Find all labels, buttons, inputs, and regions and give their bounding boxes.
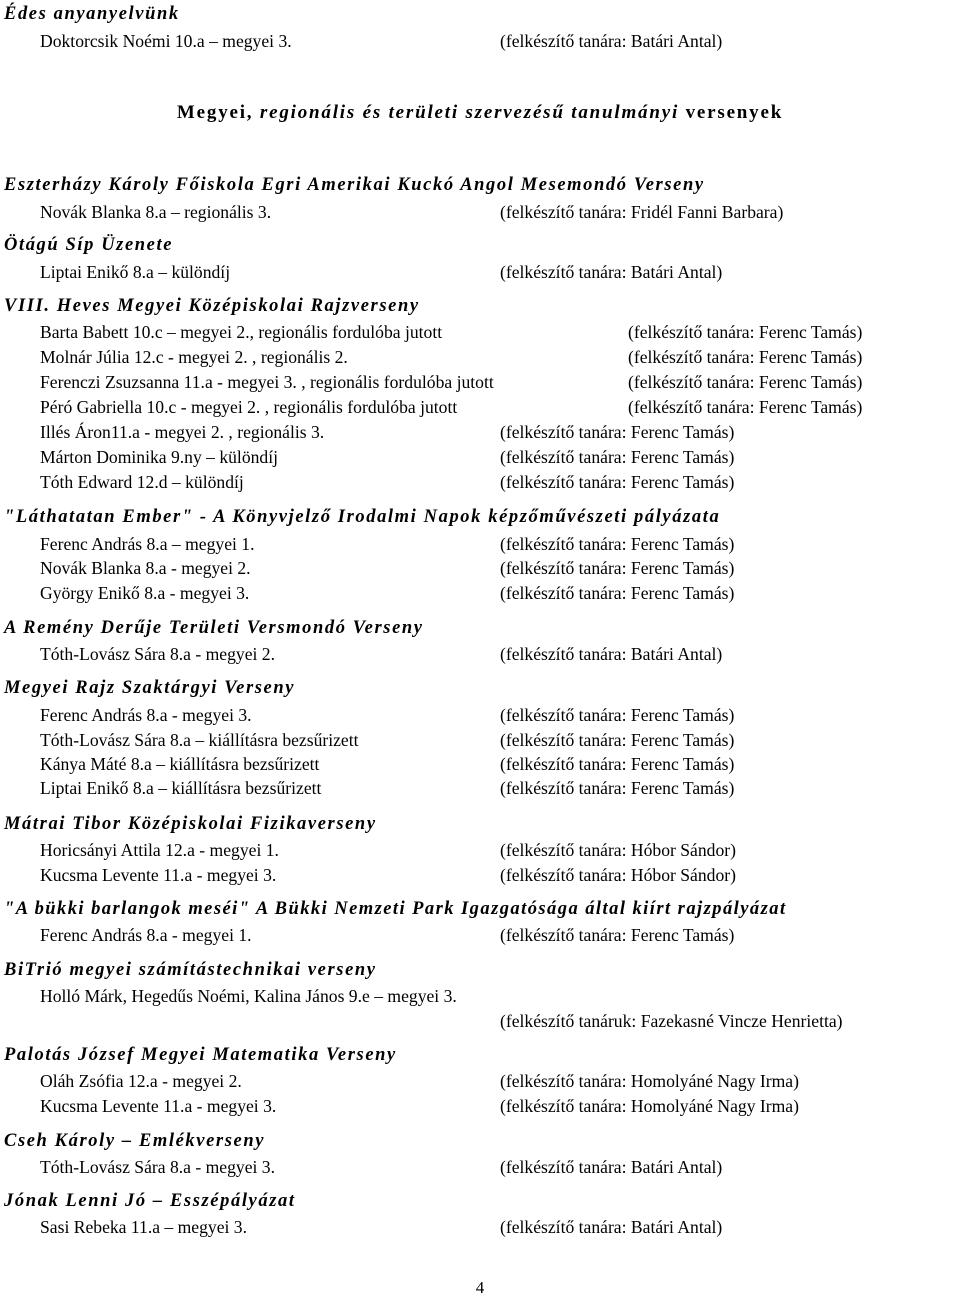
teacher-entry: (felkészítő tanára: Homolyáné Nagy Irma): [500, 1096, 799, 1116]
teacher-entry: (felkészítő tanára: Ferenc Tamás): [500, 534, 735, 554]
title-part-3: versenyek: [685, 102, 784, 123]
student-entry: Illés Áron11.a - megyei 2. , regionális 3.: [40, 422, 325, 442]
teacher-entry: (felkészítő tanára: Ferenc Tamás): [500, 422, 735, 442]
section-heading: Jónak Lenni Jó – Esszépályázat: [4, 1191, 296, 1211]
teacher-entry: (felkészítő tanáruk: Fazekasné Vincze Henrietta): [500, 1011, 843, 1031]
student-entry: Liptai Enikő 8.a – különdíj: [40, 262, 231, 282]
teacher-entry: (felkészítő tanára: Batári Antal): [500, 1217, 723, 1237]
student-entry: Tóth Edward 12.d – különdíj: [40, 472, 244, 492]
teacher-entry: (felkészítő tanára: Batári Antal): [500, 1157, 723, 1177]
teacher-entry: (felkészítő tanára: Ferenc Tamás): [500, 558, 735, 578]
student-entry: Tóth-Lovász Sára 8.a - megyei 2.: [40, 644, 275, 664]
title-part-2: regionális és területi szervezésű tanulmányi: [259, 102, 680, 123]
student-entry: Péró Gabriella 10.c - megyei 2. , regionális fordulóba jutott: [40, 397, 458, 417]
section-heading: BiTrió megyei számítástechnikai verseny: [4, 960, 377, 980]
teacher-entry: (felkészítő tanára: Hóbor Sándor): [500, 840, 736, 860]
section-heading: Mátrai Tibor Középiskolai Fizikaverseny: [4, 814, 377, 834]
student-entry: Ferenc András 8.a - megyei 1.: [40, 925, 252, 945]
page-number: 4: [475, 1278, 485, 1297]
teacher-entry: (felkészítő tanára: Batári Antal): [500, 31, 723, 51]
section-heading: "A bükki barlangok meséi" A Bükki Nemzeti Park Igazgatósága által kiírt rajzpályázat: [4, 899, 787, 919]
student-entry: Novák Blanka 8.a – regionális 3.: [40, 202, 272, 222]
teacher-entry: (felkészítő tanára: Ferenc Tamás): [500, 447, 735, 467]
teacher-entry: (felkészítő tanára: Ferenc Tamás): [500, 705, 735, 725]
student-entry: Márton Dominika 9.ny – különdíj: [40, 447, 278, 467]
student-entry: Novák Blanka 8.a - megyei 2.: [40, 558, 251, 578]
teacher-entry: (felkészítő tanára: Homolyáné Nagy Irma): [500, 1071, 799, 1091]
student-entry: Sasi Rebeka 11.a – megyei 3.: [40, 1217, 248, 1237]
teacher-entry: (felkészítő tanára: Ferenc Tamás): [628, 347, 863, 367]
student-entry: Doktorcsik Noémi 10.a – megyei 3.: [40, 31, 292, 51]
section-heading: Ötágú Síp Üzenete: [4, 235, 174, 255]
teacher-entry: (felkészítő tanára: Ferenc Tamás): [500, 778, 735, 798]
teacher-entry: (felkészítő tanára: Fridél Fanni Barbara): [500, 202, 784, 222]
page-title: [0, 102, 960, 124]
teacher-entry: (felkészítő tanára: Hóbor Sándor): [500, 865, 736, 885]
section-heading: Palotás József Megyei Matematika Verseny: [4, 1045, 397, 1065]
teacher-entry: (felkészítő tanára: Ferenc Tamás): [500, 472, 735, 492]
student-entry: Barta Babett 10.c – megyei 2., regionális fordulóba jutott: [40, 322, 443, 342]
student-entry: Ferenc András 8.a – megyei 1.: [40, 534, 255, 554]
teacher-entry: (felkészítő tanára: Ferenc Tamás): [500, 925, 735, 945]
section-heading: A Remény Derűje Területi Versmondó Verseny: [4, 618, 424, 638]
student-entry: Liptai Enikő 8.a – kiállításra bezsűrizett: [40, 778, 322, 798]
student-entry: Kucsma Levente 11.a - megyei 3.: [40, 1096, 277, 1116]
teacher-entry: (felkészítő tanára: Ferenc Tamás): [500, 730, 735, 750]
teacher-entry: (felkészítő tanára: Ferenc Tamás): [628, 372, 863, 392]
teacher-entry: (felkészítő tanára: Ferenc Tamás): [628, 322, 863, 342]
section-heading: Eszterházy Károly Főiskola Egri Amerikai Kuckó Angol Mesemondó Verseny: [4, 175, 705, 195]
student-entry: Oláh Zsófia 12.a - megyei 2.: [40, 1071, 242, 1091]
title-part-1: Megyei,: [176, 102, 254, 123]
teacher-entry: (felkészítő tanára: Ferenc Tamás): [500, 583, 735, 603]
teacher-entry: (felkészítő tanára: Ferenc Tamás): [500, 754, 735, 774]
section-heading: Cseh Károly – Emlékverseny: [4, 1131, 266, 1151]
student-entry: Kucsma Levente 11.a - megyei 3.: [40, 865, 277, 885]
section-heading: Megyei Rajz Szaktárgyi Verseny: [4, 678, 296, 698]
student-entry: Horicsányi Attila 12.a - megyei 1.: [40, 840, 279, 860]
student-entry: Ferenczi Zsuzsanna 11.a - megyei 3. , regionális fordulóba jutott: [40, 372, 494, 392]
section-heading: VIII. Heves Megyei Középiskolai Rajzverseny: [4, 296, 420, 316]
teacher-entry: (felkészítő tanára: Ferenc Tamás): [628, 397, 863, 417]
section-heading: "Láthatatan Ember" - A Könyvjelző Irodalmi Napok képzőművészeti pályázata: [4, 507, 721, 527]
student-entry: György Enikő 8.a - megyei 3.: [40, 583, 250, 603]
section-heading: Édes anyanyelvünk: [4, 4, 180, 24]
student-entry: Molnár Júlia 12.c - megyei 2. , regionális 2.: [40, 347, 348, 367]
student-entry: Tóth-Lovász Sára 8.a - megyei 3.: [40, 1157, 275, 1177]
student-entry: Holló Márk, Hegedűs Noémi, Kalina János 9.e – megyei 3.: [40, 986, 457, 1006]
student-entry: Ferenc András 8.a - megyei 3.: [40, 705, 252, 725]
student-entry: Tóth-Lovász Sára 8.a – kiállításra bezsűrizett: [40, 730, 359, 750]
teacher-entry: (felkészítő tanára: Batári Antal): [500, 644, 723, 664]
student-entry: Kánya Máté 8.a – kiállításra bezsűrizett: [40, 754, 320, 774]
teacher-entry: (felkészítő tanára: Batári Antal): [500, 262, 723, 282]
